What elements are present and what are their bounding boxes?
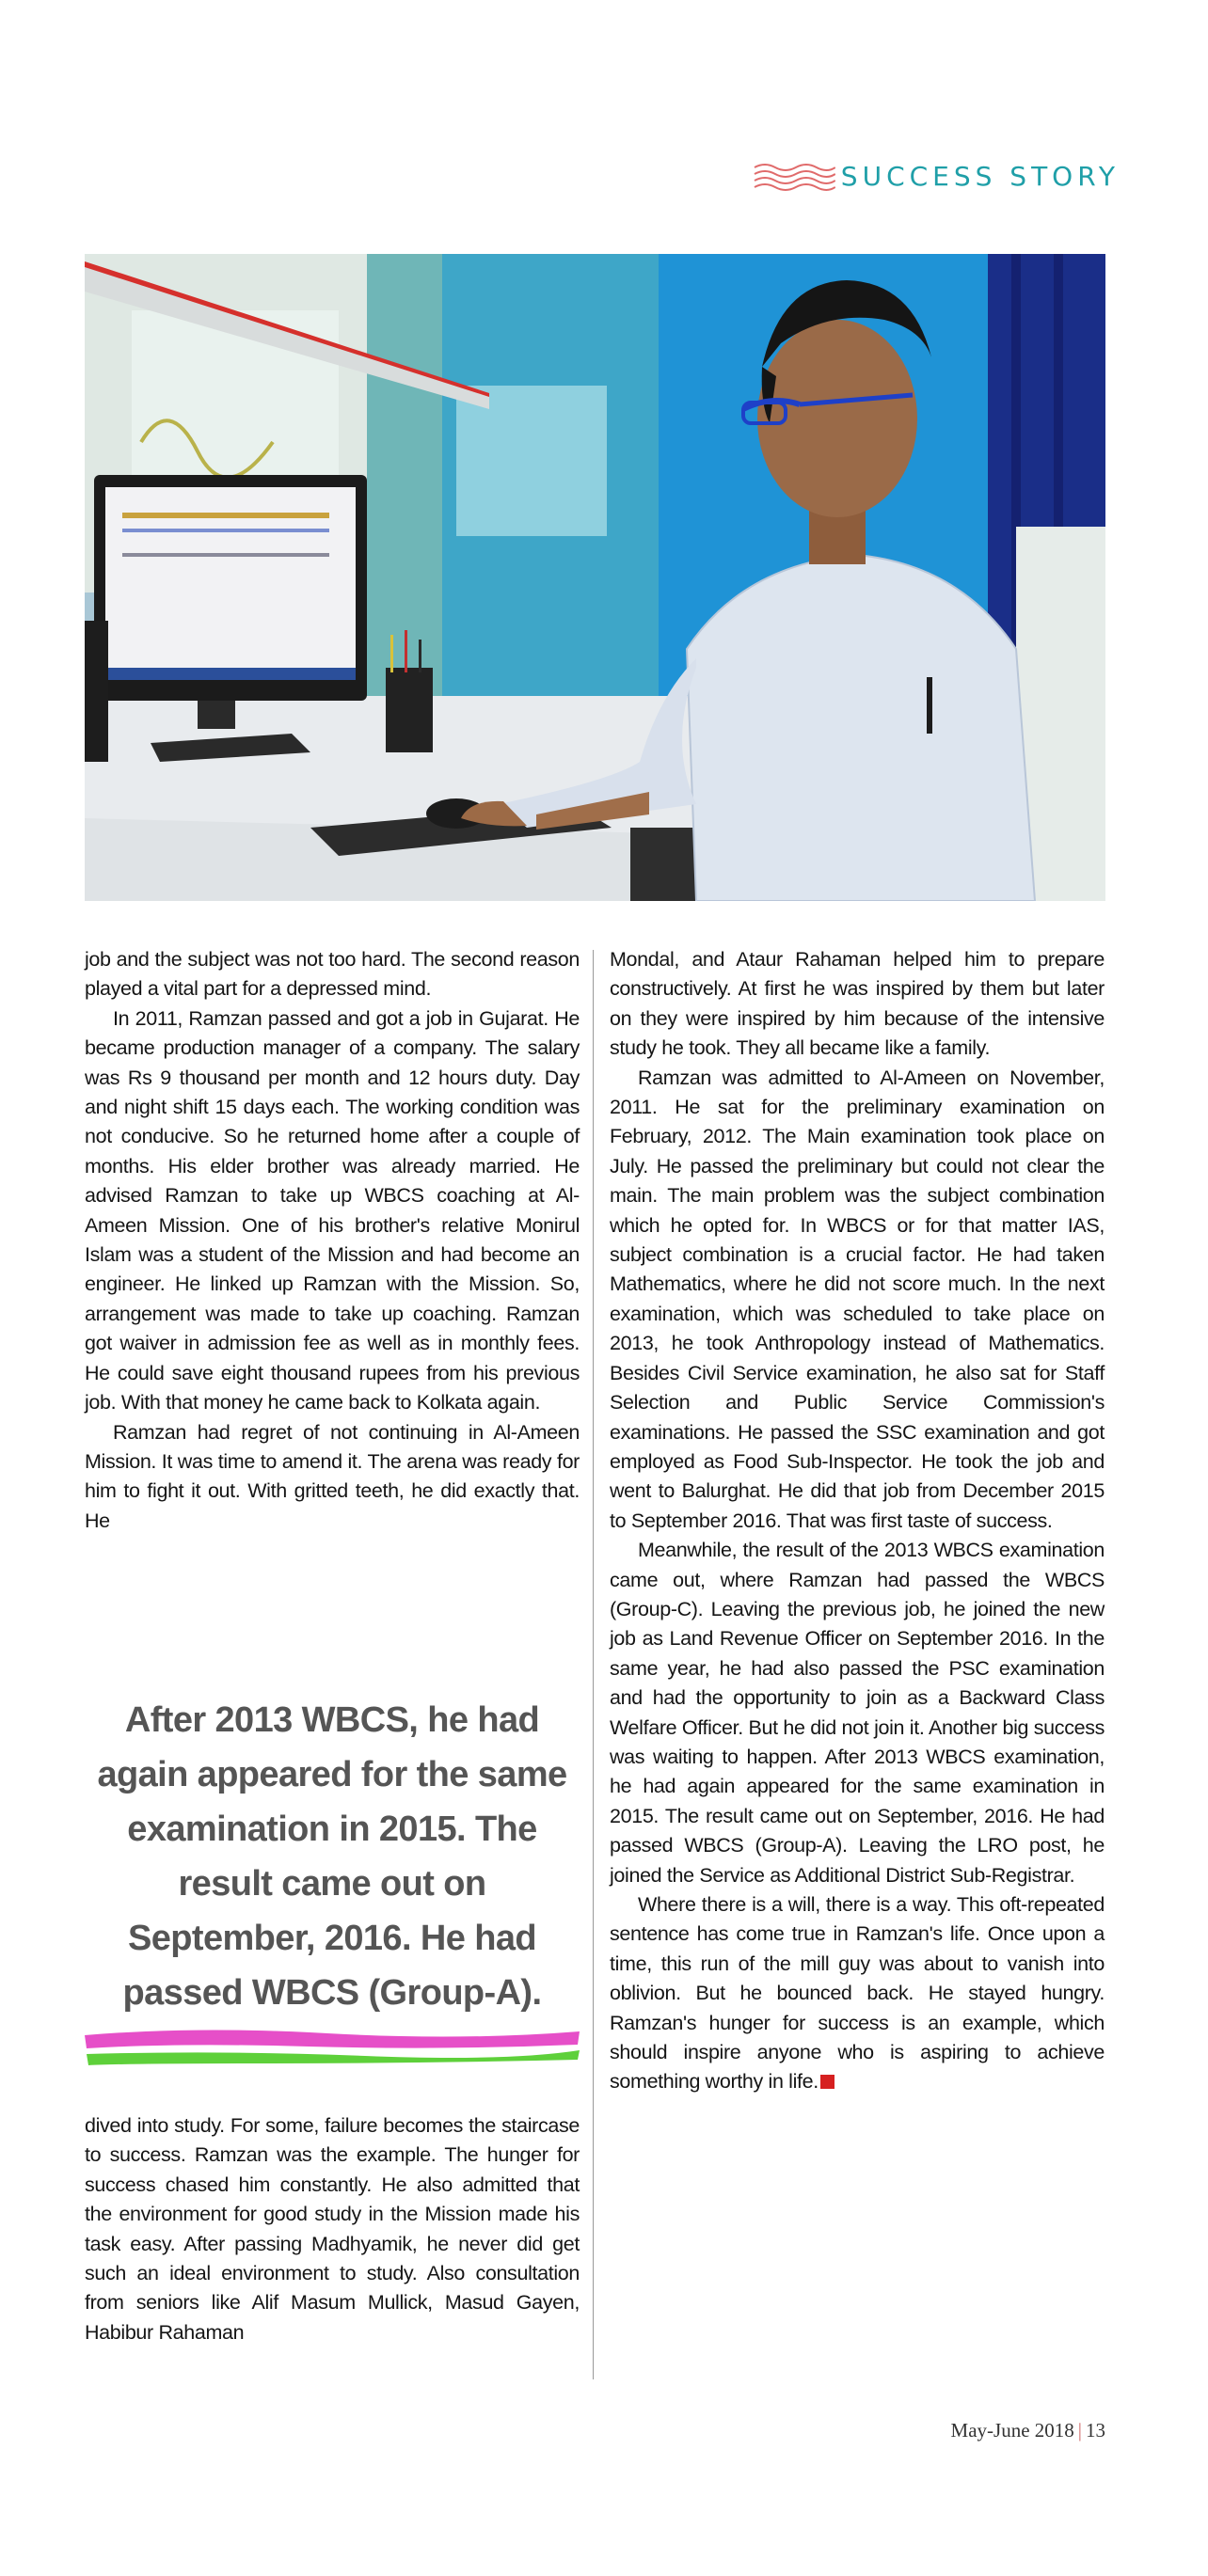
paragraph bbox=[610, 1890, 1105, 2097]
left-column-top bbox=[85, 945, 580, 1536]
pull-quote: After 2013 WBCS, he had again appeared for the same examination in 2015. The result came out on September, 2016. He had passed WBCS (Group-A). bbox=[97, 1700, 567, 2013]
paragraph-text: Where there is a will, there is a way. This oft-repeated sentence has come true in Ramzan's life. Once upon a time, this run of the mill guy was about to vanish into oblivion. But he bounced back. He stayed hungry. Ramzan's hunger for success is an example, which should inspire anyone who is aspiring to achieve something worthy in life. bbox=[610, 1893, 1105, 2094]
left-column-bottom bbox=[85, 2111, 580, 2347]
paragraph: Meanwhile, the result of the 2013 WBCS examination came out, where Ramzan had passed the WBCS (Group-C). Leaving the previous job, he joined the new job as Land Revenue Officer on September 2016. In the same year, he had also passed the PSC examination and had the opportunity to join as a Backward Class Welfare Officer. But he did not join it. Another big success was waiting to happen. After 2013 WBCS examination, he had again appeared for the same examination in 2015. The result came out on September, 2016. He had passed WBCS (Group-A). Leaving the LRO post, he joined the Service as Additional District Sub-Registrar. bbox=[610, 1539, 1105, 1887]
page-footer bbox=[941, 2419, 1105, 2442]
end-mark-icon bbox=[820, 2075, 834, 2089]
issue-date: May-June 2018 bbox=[950, 2419, 1074, 2442]
paragraph: Ramzan was admitted to Al-Ameen on November, 2011. He sat for the preliminary examination on February, 2012. The Main examination took place on July. He passed the preliminary but could not clear the main. The main problem was the subject combination which he opted for. In WBCS or for that matter IAS, subject combination is a crucial factor. He had taken Mathematics, where he did not score much. In the next examination, which was scheduled to take place on 2013, he took Anthropology instead of Mathematics. Besides Civil Service examination, he also sat for Staff Selection and Public Service Commission's examinations. He passed the SSC examination and got employed as Food Sub-Inspector. He took the job and went to Balurghat. He did that job from December 2015 to September 2016. That was first taste of success. bbox=[610, 1066, 1105, 1532]
wave-lines-icon bbox=[753, 160, 835, 192]
article-photo bbox=[85, 254, 1105, 901]
paragraph: Mondal, and Ataur Rahaman helped him to prepare constructively. At first he was inspired by them but later on they were inspired by him because of the intensive study he took. They all became like a family. bbox=[610, 948, 1105, 1060]
paragraph: Ramzan had regret of not continuing in Al-Ameen Mission. It was time to amend it. The arena was ready for him to fight it out. With gritted teeth, he did exactly that. He bbox=[85, 1420, 580, 1532]
paragraph: job and the subject was not too hard. The second reason played a vital part for a depressed mind. bbox=[85, 948, 580, 1001]
section-label bbox=[753, 155, 1120, 197]
page-number: 13 bbox=[1086, 2419, 1105, 2442]
section-title: SUCCESS STORY bbox=[840, 160, 1120, 192]
column-divider bbox=[593, 950, 594, 2379]
footer-separator: | bbox=[1077, 2419, 1082, 2442]
brush-stroke-decoration bbox=[83, 2022, 581, 2075]
photo-illustration bbox=[85, 254, 1105, 901]
right-column bbox=[610, 945, 1105, 2097]
paragraph: dived into study. For some, failure becomes the staircase to success. Ramzan was the example. The hunger for success chased him constantly. He also admitted that the environment for good study in the Mission made his task easy. After passing Madhyamik, he never did get such an ideal environment to study. Also consultation from seniors like Alif Masum Mullick, Masud Gayen, Habibur Rahaman bbox=[85, 2114, 580, 2344]
paragraph: In 2011, Ramzan passed and got a job in Gujarat. He became production manager of a company. The salary was Rs 9 thousand per month and 12 hours duty. Day and night shift 15 days each. The working condition was not conducive. So he returned home after a couple of months. His elder brother was already married. He advised Ramzan to take up WBCS coaching at Al-Ameen Mission. One of his brother's relative Monirul Islam was a student of the Mission and had become an engineer. He linked up Ramzan with the Mission. So, arrangement was made to take up coaching. Ramzan got waiver in admission fee as well as in monthly fees. He could save eight thousand rupees from his previous job. With that money he came back to Kolkata again. bbox=[85, 1006, 580, 1414]
